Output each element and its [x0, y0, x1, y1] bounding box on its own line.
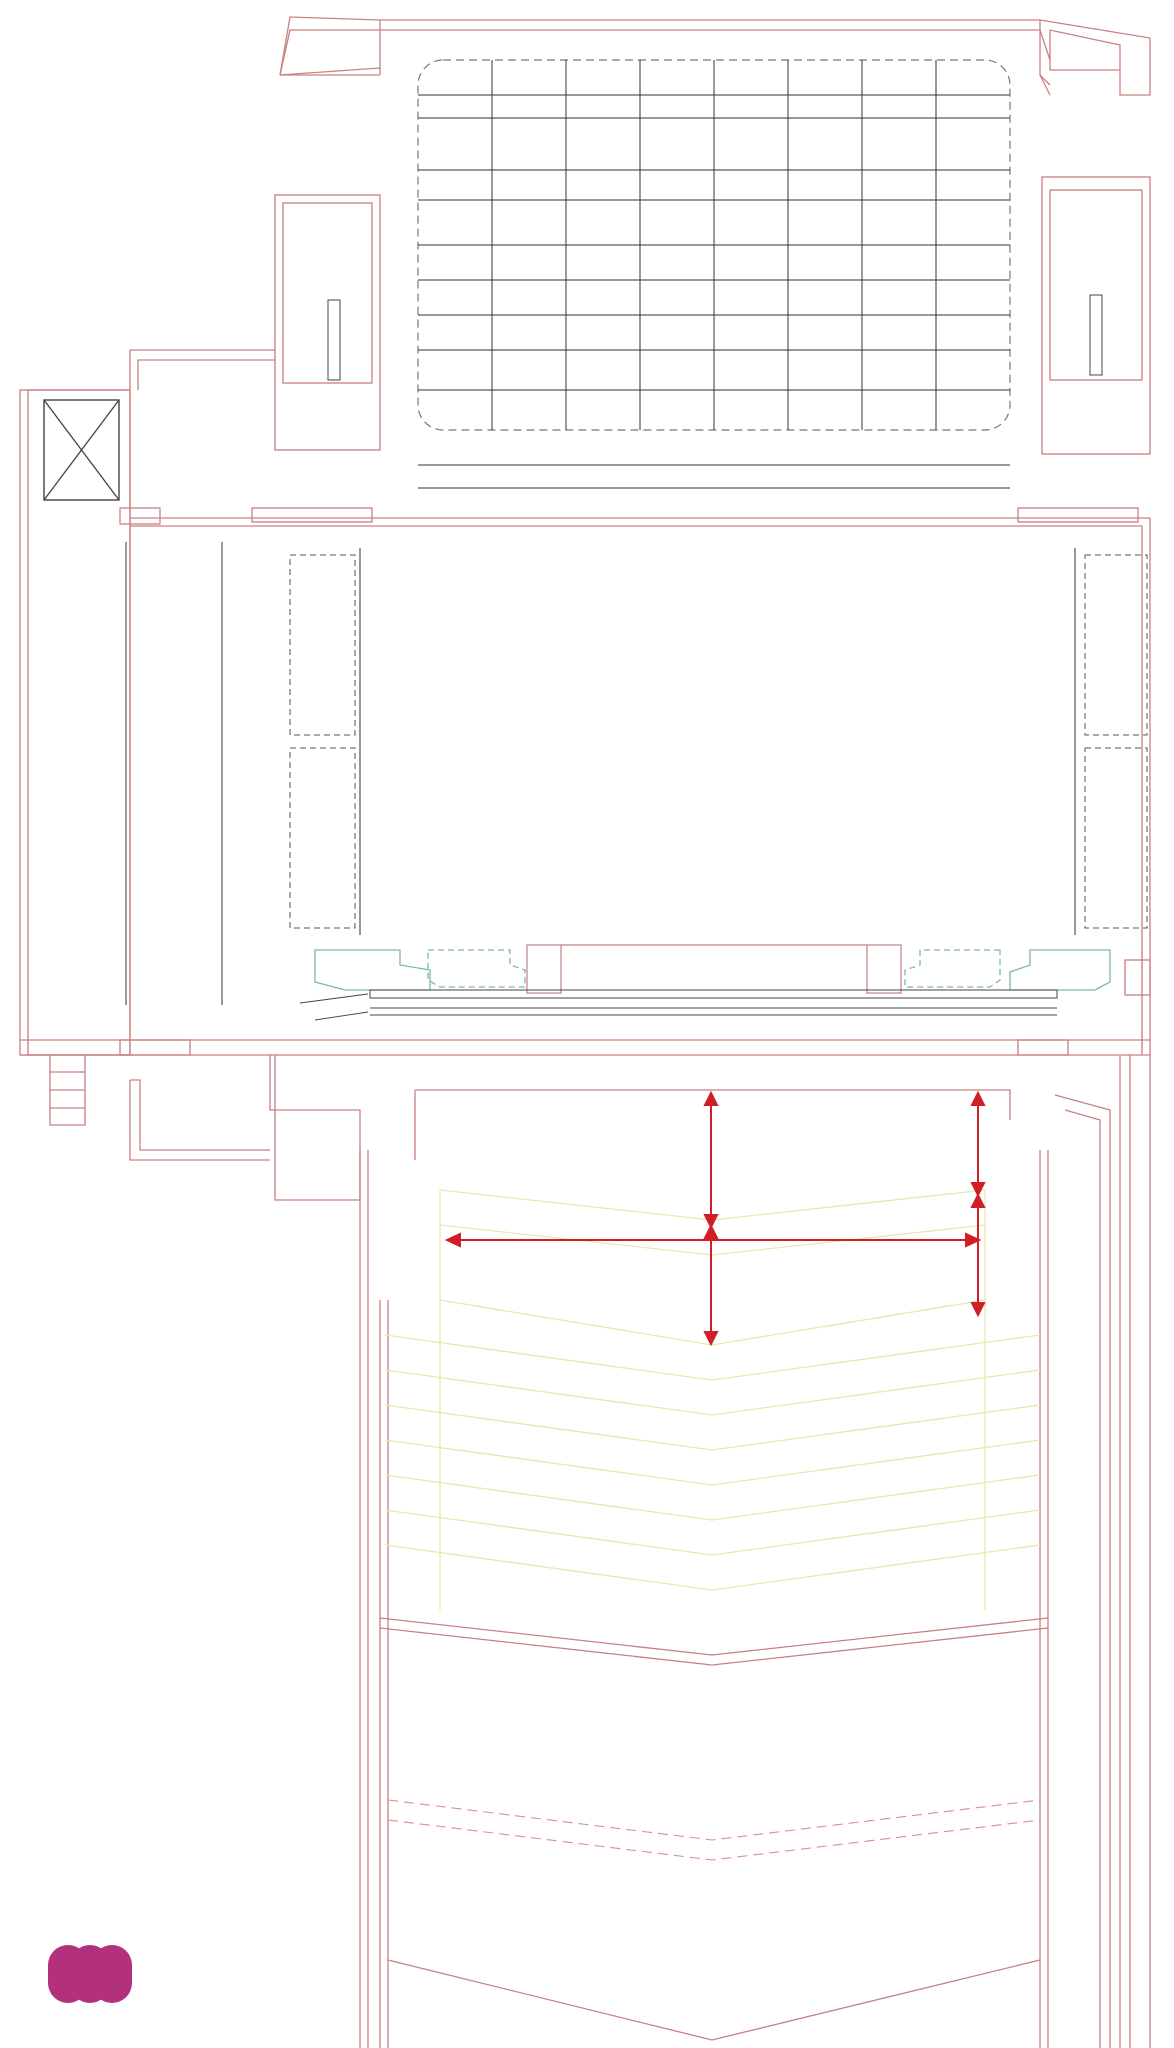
maaspoort-logo-mark [48, 1945, 132, 2003]
portaalbrug-frame [527, 945, 901, 993]
dimension-arrows [447, 1093, 984, 1344]
building-walls [20, 17, 1150, 2048]
curtain-tracks [300, 990, 1057, 1020]
side-galleries [290, 555, 1147, 928]
tower-stairs [328, 295, 1102, 380]
backstage-grid [418, 60, 1010, 488]
balcony-dashed-lines [388, 1800, 1040, 1860]
side-rails [126, 542, 1075, 1005]
seating-rows [385, 1190, 1040, 1610]
portaalbrug-structure [315, 950, 1150, 995]
